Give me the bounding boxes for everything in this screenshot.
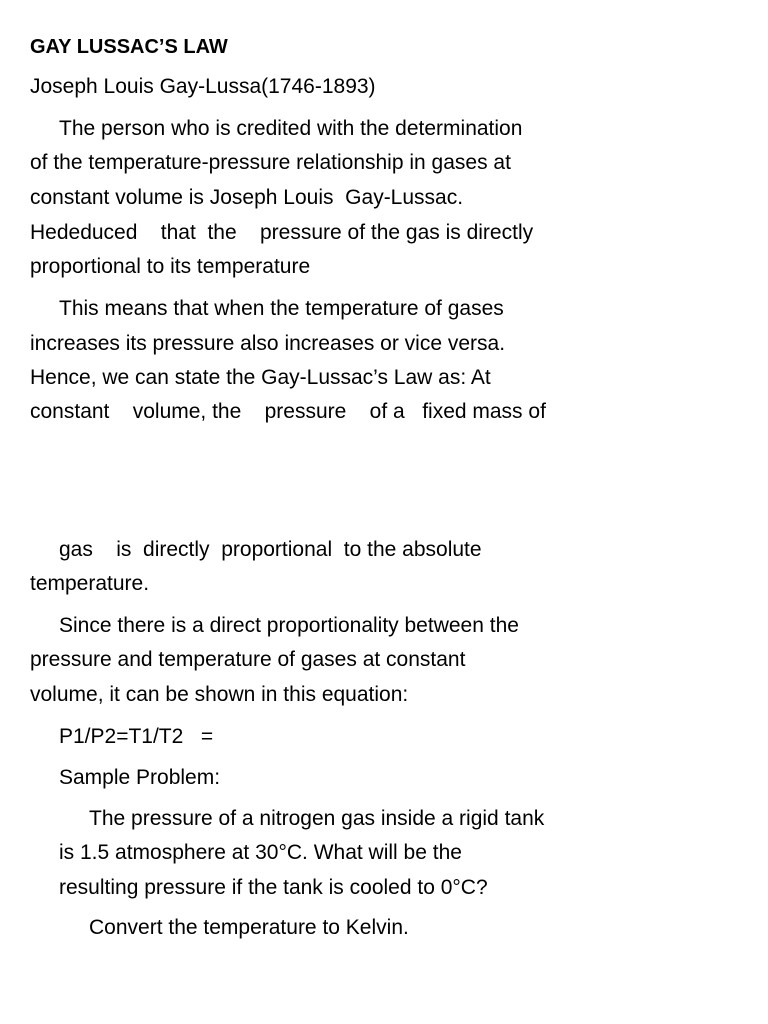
problem-line: The pressure of a nitrogen gas inside a rigid tank [89,807,545,830]
paragraph-line: pressure and temperature of gases at constant [30,648,466,671]
paragraph-line: Since there is a direct proportionality between the [59,614,519,637]
convert-line: Convert the temperature to Kelvin. [89,916,409,939]
paragraph-line: temperature. [30,572,150,595]
paragraph-line: increases its pressure also increases or vice versa. [30,332,506,355]
paragraph-line: proportional to its temperature [30,255,311,278]
paragraph-line: The person who is credited with the determination [59,117,523,140]
paragraph-line: volume, it can be shown in this equation: [30,683,409,706]
paragraph-line: constant volume is Joseph Louis Gay-Lussac. [30,186,464,209]
author-line: Joseph Louis Gay-Lussa(1746-1893) [30,75,376,98]
paragraph-line: constant volume, the pressure of a fixed mass of [30,400,546,423]
sample-heading: Sample Problem: [59,766,221,789]
problem-line: resulting pressure if the tank is cooled to 0°C? [59,876,488,899]
paragraph-line: Hededuced that the pressure of the gas is directly [30,221,534,244]
paragraph-line: gas is directly proportional to the absolute [59,538,482,561]
equation: P1/P2=T1/T2 = [59,725,214,748]
paragraph-line: of the temperature-pressure relationship in gases at [30,151,511,174]
paragraph-line: This means that when the temperature of gases [59,297,504,320]
document-title: GAY LUSSAC’S LAW [30,36,228,58]
problem-line: is 1.5 atmosphere at 30°C. What will be the [59,841,462,864]
paragraph-line: Hence, we can state the Gay-Lussac’s Law as: At [30,366,491,389]
